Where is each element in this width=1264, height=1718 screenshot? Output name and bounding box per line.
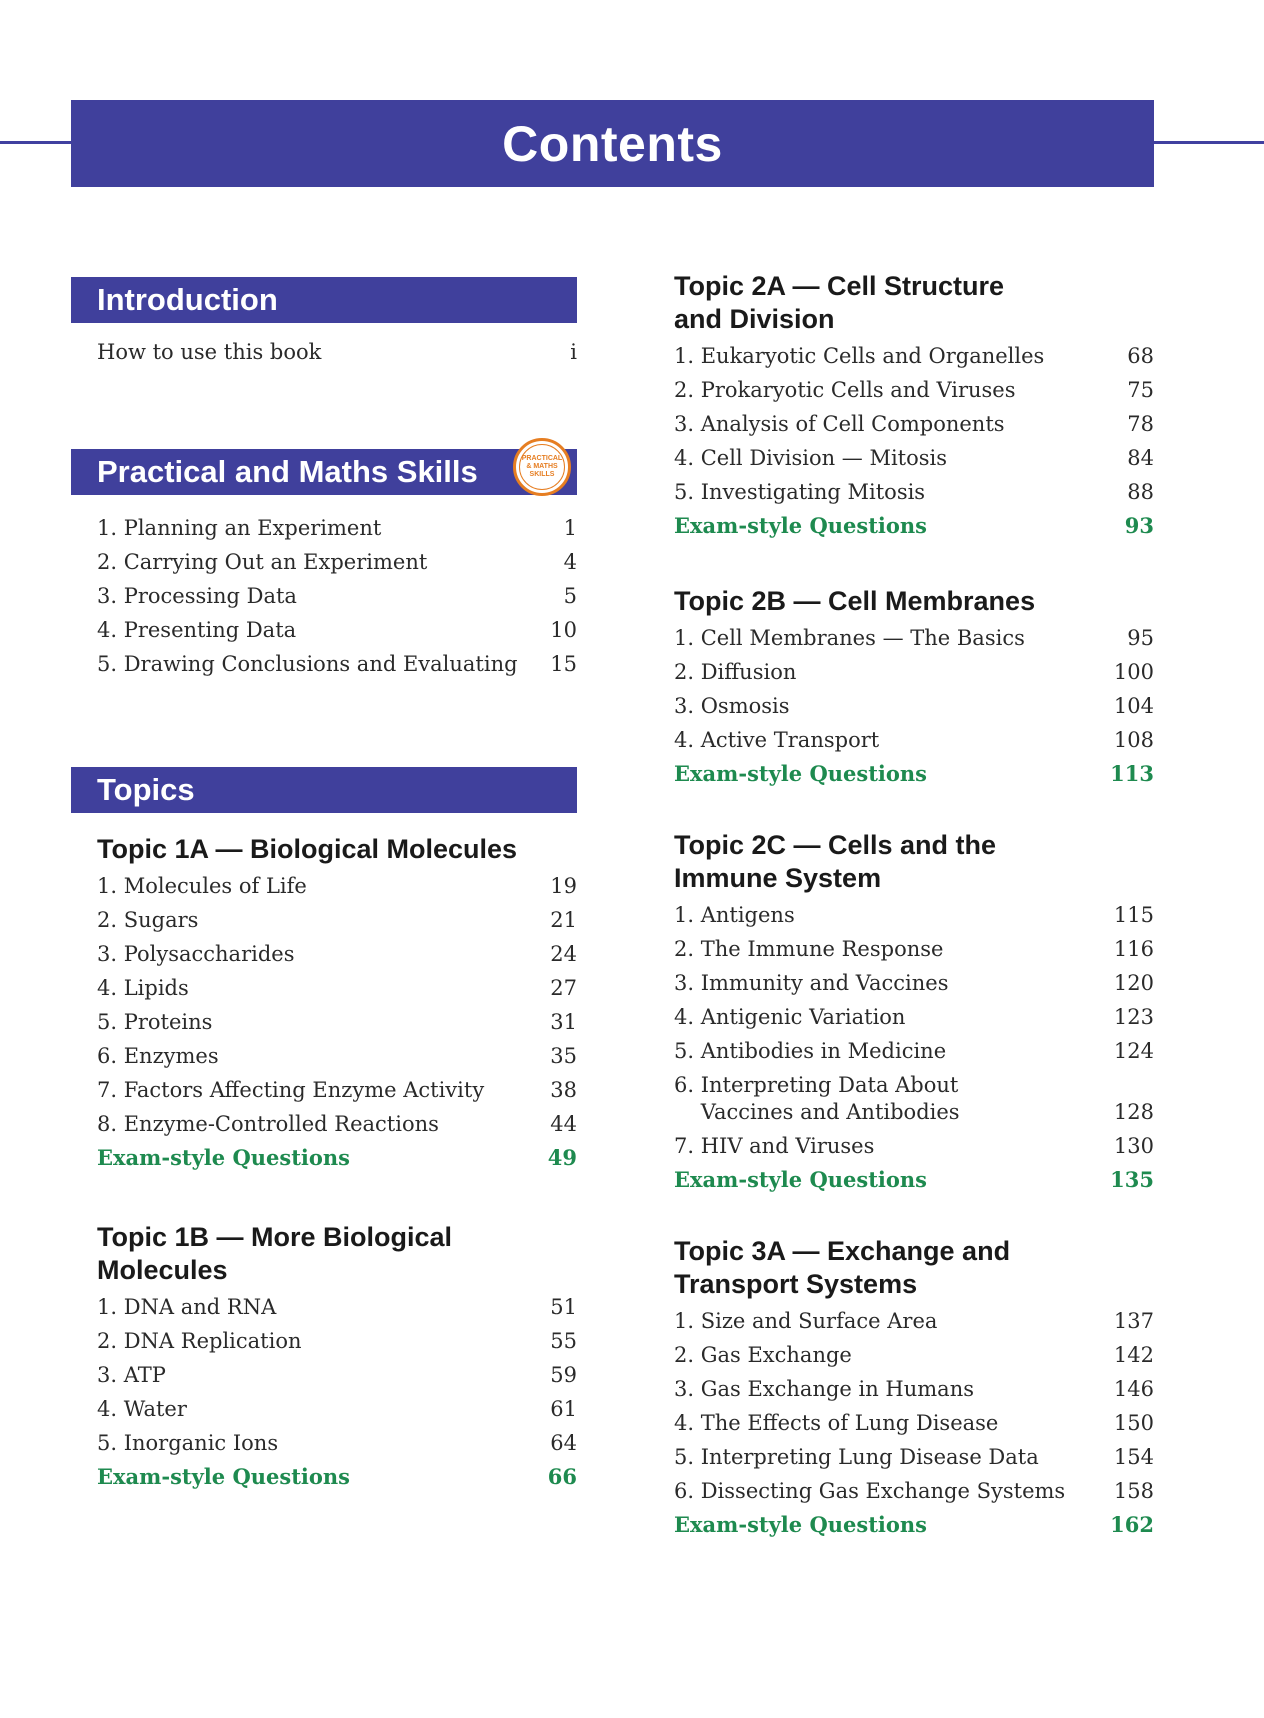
title-banner bbox=[71, 100, 1154, 187]
page-title: Contents bbox=[502, 115, 723, 172]
left-column bbox=[71, 277, 577, 1494]
toc-entry[interactable]: 5. Drawing Conclusions and Evaluating 15 bbox=[97, 652, 577, 676]
toc-entry[interactable]: 5. Proteins 31 bbox=[97, 1010, 577, 1034]
toc-entry[interactable]: 7. HIV and Viruses 130 bbox=[674, 1134, 1154, 1158]
topic-title: Topic 3A — Exchange and Transport Systems bbox=[674, 1236, 1011, 1299]
toc-entry[interactable]: 4. Cell Division — Mitosis 84 bbox=[674, 446, 1154, 470]
toc-entry[interactable]: 6. Interpreting Data About Vaccines and Antibodies 128 bbox=[674, 1073, 1154, 1124]
topic-2c bbox=[674, 829, 1154, 1197]
toc-entry[interactable]: 3. Polysaccharides 24 bbox=[97, 942, 577, 966]
topic-title: Topic 2A — Cell Structure and Division bbox=[674, 271, 1005, 334]
toc-entry[interactable]: 8. Enzyme-Controlled Reactions 44 bbox=[97, 1112, 577, 1136]
toc-entry[interactable]: 4. Presenting Data 10 bbox=[97, 618, 577, 642]
toc-entry[interactable]: 5. Interpreting Lung Disease Data 154 bbox=[674, 1445, 1154, 1469]
toc-entry[interactable]: 6. Enzymes 35 bbox=[97, 1044, 577, 1068]
topic-title: Topic 2B — Cell Membranes bbox=[674, 586, 1036, 616]
toc-entry[interactable]: 4. The Effects of Lung Disease 150 bbox=[674, 1411, 1154, 1435]
topic-1a bbox=[71, 833, 577, 1175]
exam-questions-entry[interactable]: Exam-style Questions 135 bbox=[674, 1167, 1154, 1192]
toc-entry[interactable]: 3. Osmosis 104 bbox=[674, 694, 1154, 718]
section-header-topics: Topics bbox=[71, 767, 577, 813]
section-header-practical: Practical and Maths Skills PRACTICAL & MATHS SKILLS bbox=[71, 449, 577, 495]
toc-entry[interactable]: 2. Diffusion 100 bbox=[674, 660, 1154, 684]
practical-maths-badge-icon: PRACTICAL & MATHS SKILLS bbox=[513, 438, 571, 496]
toc-entry[interactable]: 3. Processing Data 5 bbox=[97, 584, 577, 608]
toc-entry[interactable]: 4. Antigenic Variation 123 bbox=[674, 1005, 1154, 1029]
toc-entry[interactable]: 1. Antigens 115 bbox=[674, 903, 1154, 927]
toc-entry[interactable]: 1. DNA and RNA 51 bbox=[97, 1295, 577, 1319]
toc-entry[interactable]: 3. Analysis of Cell Components 78 bbox=[674, 412, 1154, 436]
toc-entry[interactable]: 4. Lipids 27 bbox=[97, 976, 577, 1000]
toc-entry[interactable]: 3. Gas Exchange in Humans 146 bbox=[674, 1377, 1154, 1401]
toc-entry[interactable]: 7. Factors Affecting Enzyme Activity 38 bbox=[97, 1078, 577, 1102]
exam-questions-entry[interactable]: Exam-style Questions 93 bbox=[674, 513, 1154, 538]
exam-questions-entry[interactable]: Exam-style Questions 66 bbox=[97, 1464, 577, 1489]
toc-entry[interactable]: 2. Prokaryotic Cells and Viruses 75 bbox=[674, 378, 1154, 402]
toc-entry[interactable]: 1. Cell Membranes — The Basics 95 bbox=[674, 626, 1154, 650]
topic-title: Topic 1B — More Biological Molecules bbox=[97, 1222, 453, 1285]
toc-entry[interactable]: 1. Size and Surface Area 137 bbox=[674, 1309, 1154, 1333]
toc-entry[interactable]: 2. Carrying Out an Experiment 4 bbox=[97, 550, 577, 574]
toc-entry[interactable]: How to use this book i bbox=[97, 340, 577, 364]
toc-entry[interactable]: 2. The Immune Response 116 bbox=[674, 937, 1154, 961]
topic-3a bbox=[674, 1235, 1154, 1542]
introduction-list bbox=[71, 335, 577, 369]
toc-entry[interactable]: 3. ATP 59 bbox=[97, 1363, 577, 1387]
toc-entry[interactable]: 3. Immunity and Vaccines 120 bbox=[674, 971, 1154, 995]
topic-title: Topic 1A — Biological Molecules bbox=[97, 834, 518, 864]
exam-questions-entry[interactable]: Exam-style Questions 113 bbox=[674, 761, 1154, 786]
topic-2a bbox=[674, 270, 1154, 543]
practical-list bbox=[71, 511, 577, 681]
exam-questions-entry[interactable]: Exam-style Questions 162 bbox=[674, 1512, 1154, 1537]
toc-entry[interactable]: 4. Water 61 bbox=[97, 1397, 577, 1421]
toc-entry[interactable]: 1. Planning an Experiment 1 bbox=[97, 516, 577, 540]
toc-entry[interactable]: 2. Gas Exchange 142 bbox=[674, 1343, 1154, 1367]
section-header-introduction: Introduction bbox=[71, 277, 577, 323]
topic-1b bbox=[71, 1221, 577, 1494]
exam-questions-entry[interactable]: Exam-style Questions 49 bbox=[97, 1145, 577, 1170]
toc-entry[interactable]: 6. Dissecting Gas Exchange Systems 158 bbox=[674, 1479, 1154, 1503]
toc-entry[interactable]: 1. Molecules of Life 19 bbox=[97, 874, 577, 898]
toc-entry[interactable]: 2. DNA Replication 55 bbox=[97, 1329, 577, 1353]
toc-entry[interactable]: 5. Inorganic Ions 64 bbox=[97, 1431, 577, 1455]
toc-entry[interactable]: 2. Sugars 21 bbox=[97, 908, 577, 932]
topic-2b bbox=[674, 585, 1154, 791]
toc-entry[interactable]: 4. Active Transport 108 bbox=[674, 728, 1154, 752]
toc-entry[interactable]: 1. Eukaryotic Cells and Organelles 68 bbox=[674, 344, 1154, 368]
toc-entry[interactable]: 5. Antibodies in Medicine 124 bbox=[674, 1039, 1154, 1063]
right-column bbox=[674, 270, 1154, 1542]
toc-entry[interactable]: 5. Investigating Mitosis 88 bbox=[674, 480, 1154, 504]
topic-title: Topic 2C — Cells and the Immune System bbox=[674, 830, 997, 893]
